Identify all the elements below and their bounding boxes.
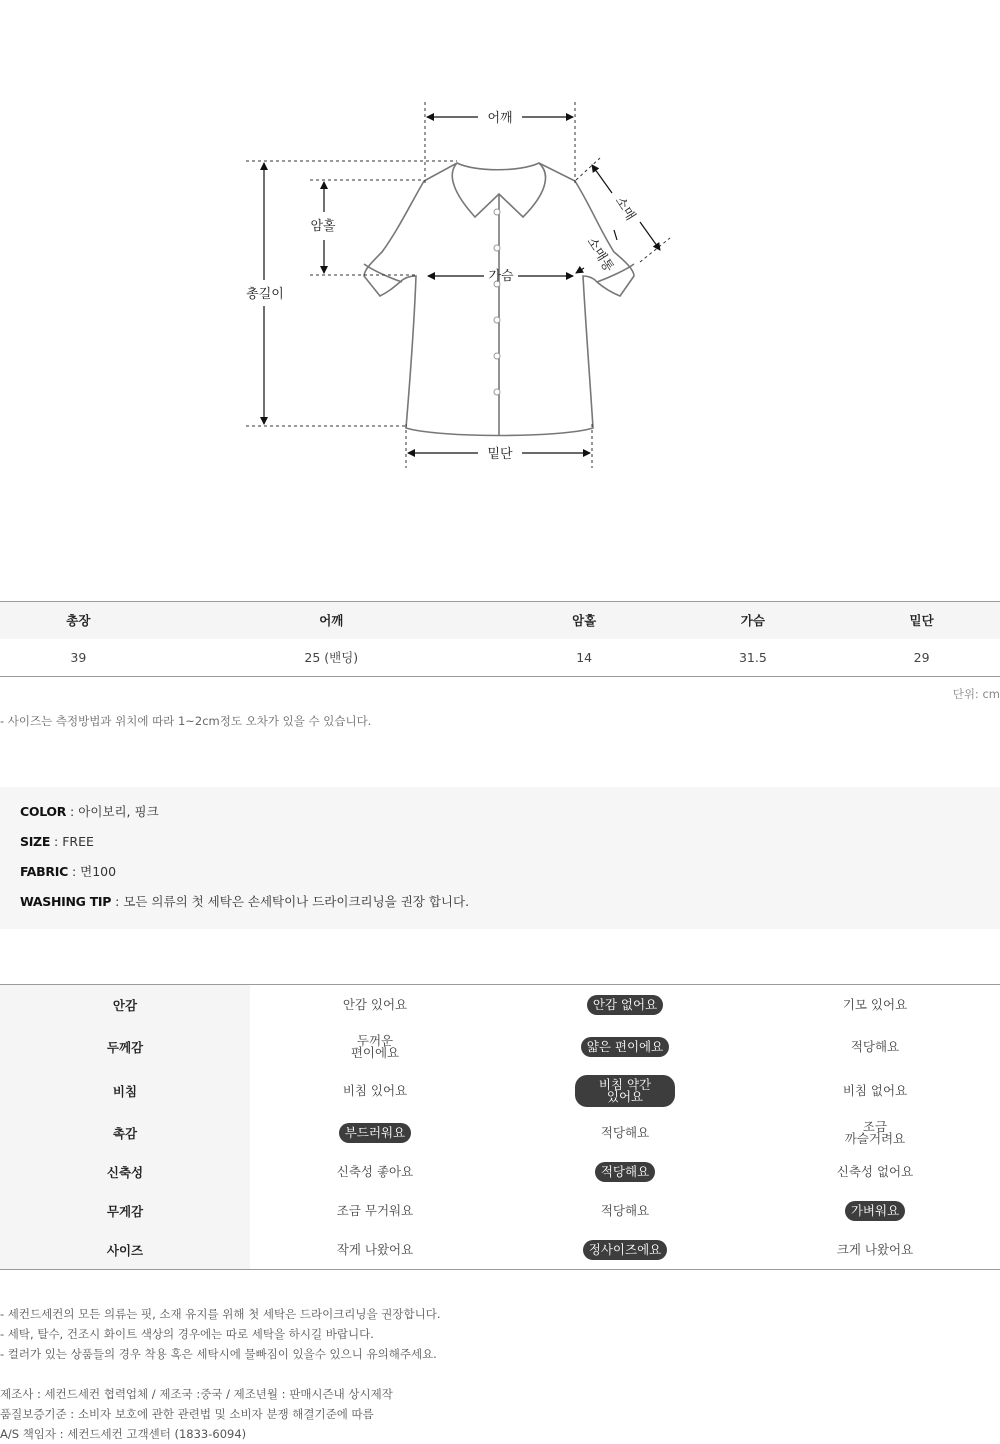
info-row-color [20,803,980,833]
size-header-cell: 가슴 [663,602,844,639]
size-value-cell: 14 [506,639,663,677]
label-armhole: 암홀 [310,219,336,234]
attr-option: 적당해요 [600,1202,650,1218]
care-note: - 세컨드세컨의 모든 의류는 핏, 소재 유지를 위해 첫 세탁은 드라이크리닝을 권장합니다. [0,1307,441,1321]
manufacturer-line: 제조사 : 세컨드세컨 협력업체 / 제조국 :중국 / 제조년월 : 판매시즌내 상시제작 [0,1387,393,1401]
info-value: 면100 [80,864,117,879]
attr-label: 사이즈 [0,1230,250,1269]
info-key: WASHING TIP [20,894,112,909]
size-table-value-row [0,639,1000,677]
info-separator: : [50,834,63,849]
attr-option: 조금 까슬거려요 [844,1118,906,1146]
info-separator: : [66,804,79,819]
info-row-washing-tip [20,893,980,923]
size-header-cell: 암홀 [506,602,663,639]
attribute-table [0,984,1000,1270]
attr-row-lining [0,985,1000,1025]
attr-option-selected: 정사이즈에요 [583,1240,667,1260]
attr-option: 적당해요 [600,1124,650,1140]
unit-label: 단위: cm [952,687,1000,701]
garment-sketch [0,0,1000,560]
attr-row-stretch [0,1152,1000,1191]
size-header-cell: 어깨 [157,602,506,639]
attr-option-selected: 안감 없어요 [587,995,663,1015]
attr-option-selected: 적당해요 [595,1162,655,1182]
attr-option: 적당해요 [850,1039,900,1054]
blouse-outline [364,163,634,436]
as-contact-line: A/S 책임자 : 세컨드세컨 고객센터 (1833-6094) [0,1427,247,1441]
attr-option-selected: 얇은 편이에요 [581,1037,669,1057]
attr-option: 기모 있어요 [842,997,908,1012]
attr-row-weight [0,1191,1000,1230]
care-notes [0,1304,440,1364]
attr-option: 작게 나왔어요 [336,1241,414,1257]
info-value: 모든 의류의 첫 세탁은 손세탁이나 드라이크리닝을 권장 합니다. [123,894,470,909]
size-table [0,601,1000,677]
label-shoulder: 어깨 [487,111,513,126]
size-value-cell: 25 (밴딩) [157,639,506,677]
info-value: 아이보리, 핑크 [78,804,159,819]
measurement-diagram [0,0,1000,560]
attr-label: 신축성 [0,1152,250,1191]
attr-label: 두께감 [0,1025,250,1069]
attr-option: 신축성 없어요 [836,1163,914,1179]
size-table-header-row [0,602,1000,639]
label-sleeve-width: 소매통 [583,234,617,275]
attr-option: 신축성 좋아요 [336,1163,414,1179]
attr-option: 비침 있어요 [342,1083,408,1098]
label-sleeve: 소매 [611,194,638,224]
size-value-cell: 39 [0,639,157,677]
attr-label: 촉감 [0,1113,250,1152]
attr-option: 두꺼운 편이에요 [350,1033,400,1060]
label-chest: 가슴 [488,269,514,284]
size-header-cell: 밑단 [843,602,1000,639]
attr-row-fit [0,1230,1000,1269]
attr-option-selected: 가벼워요 [845,1201,905,1221]
label-total-length: 총길이 [246,287,284,302]
size-note: - 사이즈는 측정방법과 위치에 따라 1~2cm정도 오차가 있을 수 있습니다. [0,714,372,728]
quality-line: 품질보증기준 : 소비자 보호에 관한 관련법 및 소비자 분쟁 해결기준에 따름 [0,1407,374,1421]
attr-label: 무게감 [0,1191,250,1230]
info-row-size [20,833,980,863]
attr-row-thickness [0,1025,1000,1069]
attr-option-selected: 비침 약간 있어요 [575,1075,675,1107]
attr-option: 비침 없어요 [842,1083,908,1098]
attr-option-selected: 부드러워요 [339,1123,411,1143]
product-info-box [0,787,1000,929]
attr-option: 안감 있어요 [342,997,408,1012]
attr-label: 안감 [0,985,250,1025]
care-note: - 컬러가 있는 상품들의 경우 착용 혹은 세탁시에 물빠짐이 있을수 있으니 유의해주세요. [0,1347,437,1361]
attr-label: 비침 [0,1069,250,1113]
info-separator: : [67,864,81,879]
care-note: - 세탁, 탈수, 건조시 화이트 색상의 경우에는 따로 세탁을 하시길 바랍니다. [0,1327,374,1341]
info-key: FABRIC [20,864,68,879]
manufacturer-info [0,1384,393,1444]
size-header-cell: 총장 [0,602,157,639]
size-value-cell: 31.5 [663,639,844,677]
info-key: COLOR [20,804,67,819]
attr-option: 조금 무거워요 [336,1202,414,1218]
label-hem: 밑단 [487,447,513,462]
info-key: SIZE [20,834,51,849]
info-value: FREE [62,834,94,849]
info-separator: : [111,894,124,909]
attr-row-texture [0,1113,1000,1152]
attr-row-sheerness [0,1069,1000,1113]
attr-option: 크게 나왔어요 [836,1241,914,1257]
size-value-cell: 29 [843,639,1000,677]
info-row-fabric [20,863,980,893]
